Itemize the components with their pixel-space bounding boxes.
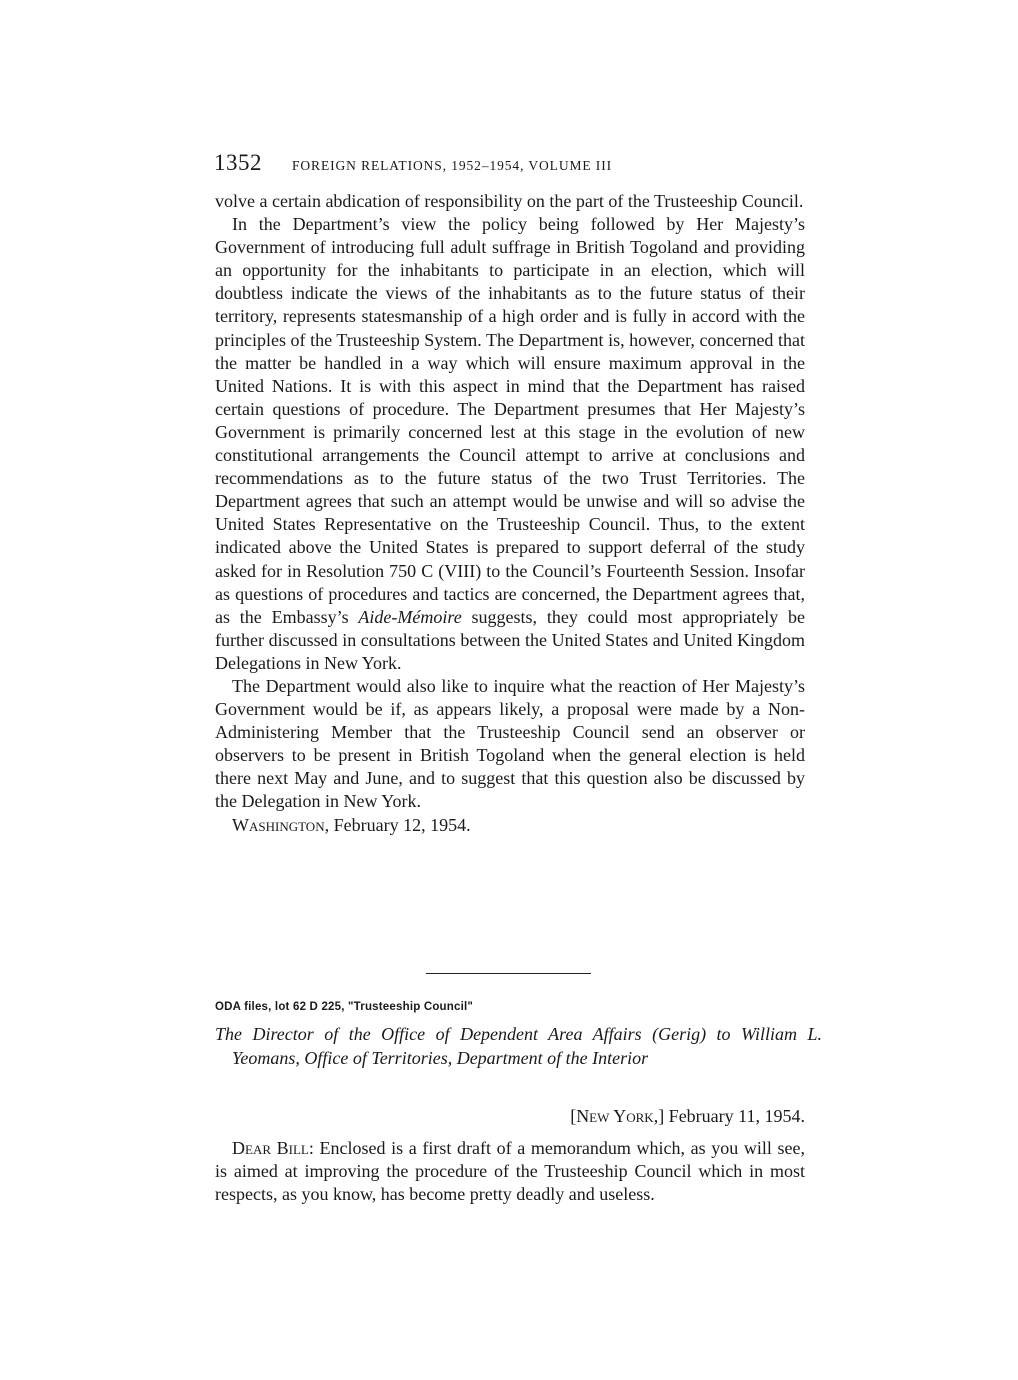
paragraph-text: suggests, they could most appropriately be further discussed in consultations between the United States and United Kingdom Delegations in New York. <box>215 606 805 673</box>
letter-body <box>215 1137 805 1206</box>
document-title: The Director of the Office of Dependent Area Affairs (Gerig) to William L. Yeomans, Office of Territories, Department of the Interior <box>215 1024 822 1068</box>
salutation: Dear Bill <box>232 1138 309 1158</box>
dateline-open: [ <box>570 1106 577 1126</box>
source-note: ODA files, lot 62 D 225, "Trusteeship Council" <box>215 1001 474 1013</box>
place-name: Washington <box>232 814 325 835</box>
running-title: FOREIGN RELATIONS, 1952–1954, VOLUME III <box>292 158 612 173</box>
paragraph-text: In the Department’s view the policy being followed by Her Majesty’s Government of introducing full adult suffrage in British Togoland and providing an opportunity for the inhabitants to participate in an election, which will doubtless indicate the views of the inhabitants as to the future status of their territory, represents statesmanship of a high order and is fully in accord with the principles of the Trusteeship System. The Department is, however, concerned that the matter be handled in a way which will ensure maximum approval in the United Nations. It is with this aspect in mind that the Department has raised certain questions of procedure. The Department presumes that Her Majesty’s Government is primarily concerned lest at this stage in the evolution of new constitutional arrangements the Council attempt to arrive at conclusions and recommendations as to the future status of the two Trust Territories. The Department agrees that such an attempt would be unwise and will so advise the United States Representative on the Trusteeship Council. Thus, to the extent indicated above the United States is prepared to support deferral of the study asked for in Resolution 750 C (VIII) to the Council’s Fourteenth Session. Insofar as questions of procedures and tactics are concerned, the Department agrees that, as the Embassy’s <box>215 214 805 627</box>
signature-line <box>215 814 805 837</box>
aide-memoire-term: Aide-Mémoire <box>358 606 462 627</box>
main-text <box>215 190 805 837</box>
dateline-place: New York <box>576 1106 654 1126</box>
dateline-date: ,] February 11, 1954. <box>653 1106 805 1126</box>
section-divider <box>426 973 591 974</box>
letter-text: : Enclosed is a first draft of a memorandum which, as you will see, is aimed at improving the procedure of the Trusteeship Council which in most respects, as you know, has become pretty deadly and useless. <box>215 1138 805 1205</box>
page-number: 1352 <box>214 150 262 175</box>
paragraph: volve a certain abdication of responsibility on the part of the Trusteeship Council. <box>215 191 804 211</box>
paragraph <box>215 213 805 675</box>
paragraph: The Department would also like to inquire what the reaction of Her Majesty’s Government would be if, as appears likely, a proposal were made by a Non-Administering Member that the Trusteeship Council send an observer or observers to be present in British Togoland when the general election is held there next May and June, and to suggest that this question also be discussed by the Delegation in New York. <box>215 675 805 812</box>
date-text: , February 12, 1954. <box>324 814 471 835</box>
dateline <box>215 1106 805 1127</box>
page-header <box>214 150 814 180</box>
